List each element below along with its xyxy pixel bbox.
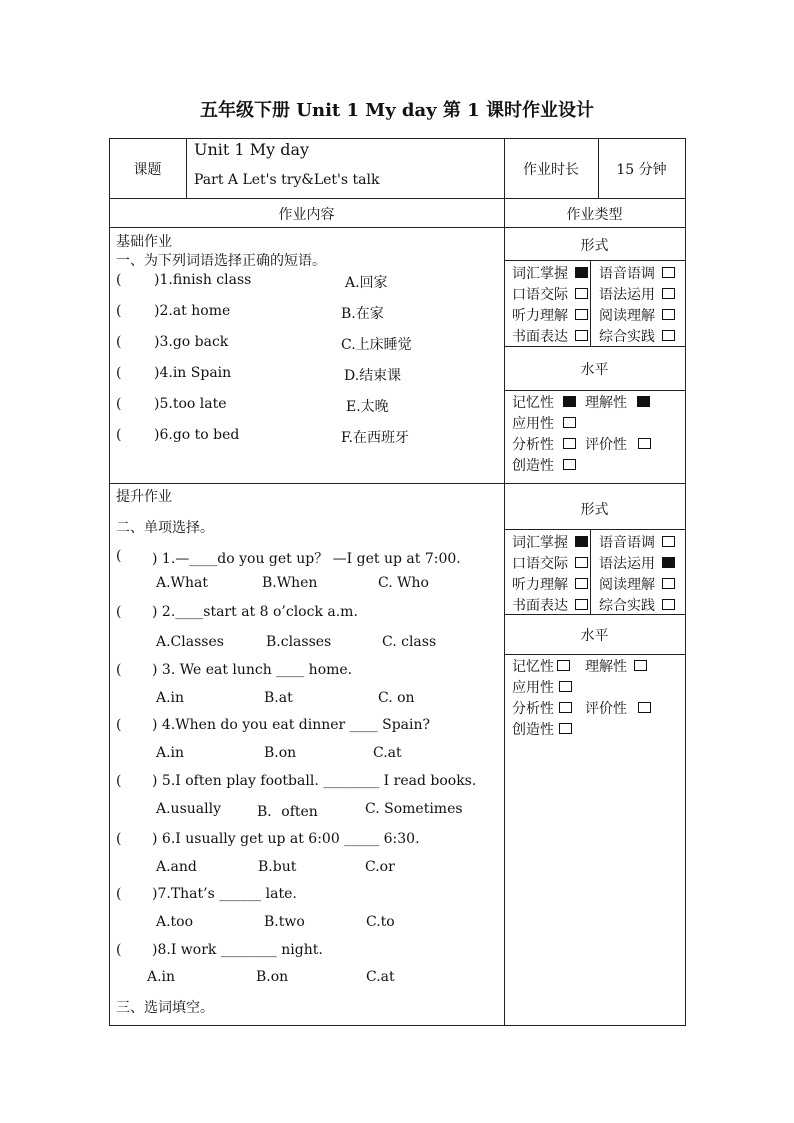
option-text: A.in: [147, 969, 176, 985]
question-text: )1.finish class: [154, 272, 252, 288]
answer-blank-paren[interactable]: (: [116, 548, 122, 564]
option-text: C. on: [378, 690, 415, 706]
option-text: B.在家: [341, 306, 384, 322]
checkbox[interactable]: [575, 536, 588, 547]
type-label: 语音语调: [599, 535, 655, 551]
answer-blank-paren[interactable]: (: [116, 303, 122, 319]
question-text: ) 6.I usually get up at 6:00 _____ 6:30.: [152, 831, 420, 847]
option-text: B.at: [264, 690, 293, 706]
question-text: )5.too late: [154, 396, 227, 412]
checkbox[interactable]: [575, 557, 588, 568]
form-label-2: 形式: [580, 502, 609, 518]
answer-blank-paren[interactable]: (: [116, 831, 122, 847]
answer-blank-paren[interactable]: (: [116, 773, 122, 789]
option-text: B.on: [256, 969, 289, 985]
question-text: )6.go to bed: [154, 427, 240, 443]
advanced-heading: 提升作业: [116, 489, 172, 505]
type-label: 词汇掌握: [512, 535, 568, 551]
option-text: C. Sometimes: [365, 801, 463, 817]
question-text: )7.That’s ______ late.: [152, 886, 297, 902]
checkbox[interactable]: [559, 681, 572, 692]
form-label-1: 形式: [580, 238, 609, 254]
checkbox[interactable]: [575, 578, 588, 589]
option-text: B.but: [258, 859, 297, 875]
option-text: C. class: [382, 634, 437, 650]
level-label-1: 水平: [580, 362, 609, 378]
section3-heading: 三、选词填空。: [116, 1000, 214, 1016]
answer-blank-paren[interactable]: (: [116, 365, 122, 381]
option-text: B.two: [264, 914, 305, 930]
option-text: B.classes: [266, 634, 332, 650]
type-label: 作业类型: [566, 207, 623, 223]
question-text: ) 2.____start at 8 o’clock a.m.: [152, 604, 358, 620]
type-label: 语音语调: [599, 266, 655, 282]
answer-blank-paren[interactable]: (: [116, 662, 122, 678]
duration-label: 作业时长: [523, 162, 579, 178]
question-text: )8.I work ________ night.: [152, 942, 323, 958]
checkbox[interactable]: [563, 417, 576, 428]
level-label: 创造性: [512, 458, 554, 474]
question-text: )4.in Spain: [154, 365, 232, 381]
option-text: C.or: [365, 859, 395, 875]
level-label-2: 水平: [580, 628, 609, 644]
level-label: 创造性: [512, 722, 554, 738]
option-text: C.上床睡觉: [341, 337, 412, 353]
checkbox[interactable]: [637, 396, 650, 407]
answer-blank-paren[interactable]: (: [116, 604, 122, 620]
level-label: 应用性: [512, 680, 554, 696]
type-label: 语法运用: [599, 556, 655, 572]
checkbox[interactable]: [662, 309, 675, 320]
answer-blank-paren[interactable]: (: [116, 396, 122, 412]
option-text: E.太晚: [346, 399, 389, 415]
option-text: D.结束课: [344, 368, 402, 384]
checkbox[interactable]: [634, 660, 647, 671]
level-label: 记忆性: [512, 659, 554, 675]
checkbox[interactable]: [575, 599, 588, 610]
level-label: 评价性: [585, 701, 627, 717]
question-text: ) 1.—____do you get up？ —I get up at 7:00.: [152, 551, 461, 567]
option-text: B．often: [257, 804, 318, 820]
topic-label: 课题: [133, 162, 162, 178]
section2-heading: 二、单项选择。: [116, 520, 214, 536]
checkbox[interactable]: [638, 438, 651, 449]
option-text: C.to: [366, 914, 395, 930]
option-text: C.at: [373, 745, 402, 761]
option-text: C. Who: [378, 575, 429, 591]
type-label: 听力理解: [512, 577, 568, 593]
checkbox[interactable]: [662, 267, 675, 278]
question-text: ) 4.When do you eat dinner ____ Spain?: [152, 717, 431, 733]
checkbox[interactable]: [662, 599, 675, 610]
checkbox[interactable]: [575, 288, 588, 299]
checkbox[interactable]: [662, 578, 675, 589]
content-label: 作业内容: [278, 207, 335, 223]
question-text: )3.go back: [154, 334, 229, 350]
type-label: 书面表达: [512, 329, 568, 345]
unit-title: Unit 1 My day: [194, 140, 310, 159]
answer-blank-paren[interactable]: (: [116, 334, 122, 350]
option-text: B.When: [262, 575, 318, 591]
level-label: 分析性: [512, 701, 554, 717]
type-label: 阅读理解: [599, 577, 655, 593]
checkbox[interactable]: [559, 702, 572, 713]
level-label: 理解性: [585, 395, 627, 411]
type-label: 口语交际: [512, 287, 568, 303]
checkbox[interactable]: [662, 557, 675, 568]
checkbox[interactable]: [563, 396, 576, 407]
type-label: 综合实践: [599, 329, 655, 345]
option-text: A.What: [156, 575, 208, 591]
level-label: 应用性: [512, 416, 554, 432]
type-label: 词汇掌握: [512, 266, 568, 282]
checkbox[interactable]: [662, 536, 675, 547]
answer-blank-paren[interactable]: (: [116, 886, 122, 902]
duration-value: 15 分钟: [616, 162, 667, 178]
level-label: 记忆性: [512, 395, 554, 411]
question-text: ) 5.I often play football. ________ I read books.: [152, 773, 477, 789]
option-text: F.在西班牙: [341, 430, 409, 446]
checkbox[interactable]: [638, 702, 651, 713]
option-text: A.and: [156, 859, 197, 875]
document-title: 五年级下册 Unit 1 My day 第 1 课时作业设计: [200, 100, 594, 121]
checkbox[interactable]: [559, 723, 572, 734]
checkbox[interactable]: [563, 459, 576, 470]
basic-heading: 基础作业: [116, 234, 172, 250]
level-label: 分析性: [512, 437, 554, 453]
level-label: 评价性: [585, 437, 627, 453]
option-text: A.too: [156, 914, 194, 930]
option-text: A.usually: [156, 801, 221, 817]
option-text: B.on: [264, 745, 297, 761]
type-label: 阅读理解: [599, 308, 655, 324]
answer-blank-paren[interactable]: (: [116, 427, 122, 443]
option-text: A.in: [156, 745, 185, 761]
type-label: 听力理解: [512, 308, 568, 324]
option-text: A.Classes: [156, 634, 224, 650]
answer-blank-paren[interactable]: (: [116, 272, 122, 288]
answer-blank-paren[interactable]: (: [116, 942, 122, 958]
type-label: 语法运用: [599, 287, 655, 303]
checkbox[interactable]: [575, 309, 588, 320]
checkbox[interactable]: [557, 660, 570, 671]
option-text: A.in: [156, 690, 185, 706]
checkbox[interactable]: [662, 330, 675, 341]
checkbox[interactable]: [563, 438, 576, 449]
question-text: )2.at home: [154, 303, 231, 319]
option-text: A.回家: [345, 275, 388, 291]
checkbox[interactable]: [575, 267, 588, 278]
part-title: Part A Let's try&Let's talk: [194, 172, 380, 188]
option-text: C.at: [366, 969, 395, 985]
checkbox[interactable]: [662, 288, 675, 299]
checkbox[interactable]: [575, 330, 588, 341]
level-label: 理解性: [585, 659, 627, 675]
answer-blank-paren[interactable]: (: [116, 717, 122, 733]
type-label: 书面表达: [512, 598, 568, 614]
basic-instruction: 一、为下列词语选择正确的短语。: [116, 253, 326, 269]
type-label: 综合实践: [599, 598, 655, 614]
question-text: ) 3. We eat lunch ____ home.: [152, 662, 353, 678]
type-label: 口语交际: [512, 556, 568, 572]
